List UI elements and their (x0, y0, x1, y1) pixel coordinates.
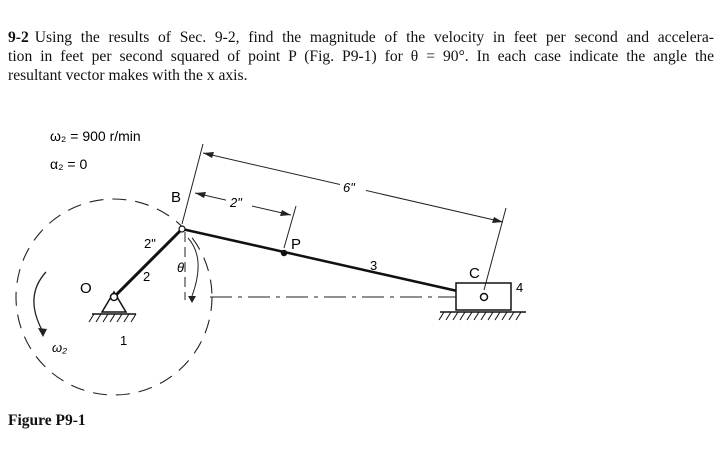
theta-arc (188, 238, 198, 296)
omega-arc (34, 272, 46, 330)
dim-BP-arrow-start (195, 192, 206, 198)
alpha-given: α₂ = 0 (50, 156, 88, 172)
dim-BP-arrow-end (280, 210, 291, 216)
pivot-O (111, 294, 118, 301)
joint-B (179, 226, 185, 232)
dim-BP-label: 2" (230, 195, 242, 210)
point-P (281, 250, 287, 256)
omega-given: ω₂ = 900 r/min (50, 128, 141, 144)
problem-line-3: resultant vector makes with the x axis. (8, 67, 248, 84)
label-B: B (171, 189, 182, 206)
omega-arrowhead (38, 328, 47, 337)
problem-line-1: 9-2 Using the results of Sec. 9-2, find the magnitude of the velocity in feet per second and accelera- (8, 29, 714, 46)
pivot-hatching (89, 314, 136, 322)
link-3-label: 3 (370, 258, 378, 273)
problem-number: 9-2 (8, 29, 29, 46)
label-O: O (80, 280, 92, 297)
figure-caption: Figure P9-1 (8, 412, 86, 429)
problem-line-2: tion in feet per second squared of point P (Fig. P9-1) for θ = 90°. In each case indicate the angle the (8, 48, 714, 65)
joint-C (481, 294, 488, 301)
theta-label: θ (177, 260, 185, 275)
dim-total-label: 6" (343, 180, 355, 195)
ext-line-B (182, 144, 203, 224)
theta-arrowhead (188, 296, 196, 303)
label-P: P (291, 236, 302, 253)
link-4-label: 4 (516, 280, 524, 295)
link-1-label: 1 (120, 333, 128, 348)
slider-hatching (439, 312, 521, 320)
link-2-label: 2 (143, 269, 151, 284)
dim-crank-label: 2" (144, 236, 156, 251)
connecting-rod (182, 229, 484, 297)
omega-arrow-label: ω₂ (52, 340, 68, 355)
dim-total-arrow-end (492, 217, 503, 223)
label-C: C (469, 265, 480, 282)
dim-total-arrow-start (203, 152, 214, 158)
